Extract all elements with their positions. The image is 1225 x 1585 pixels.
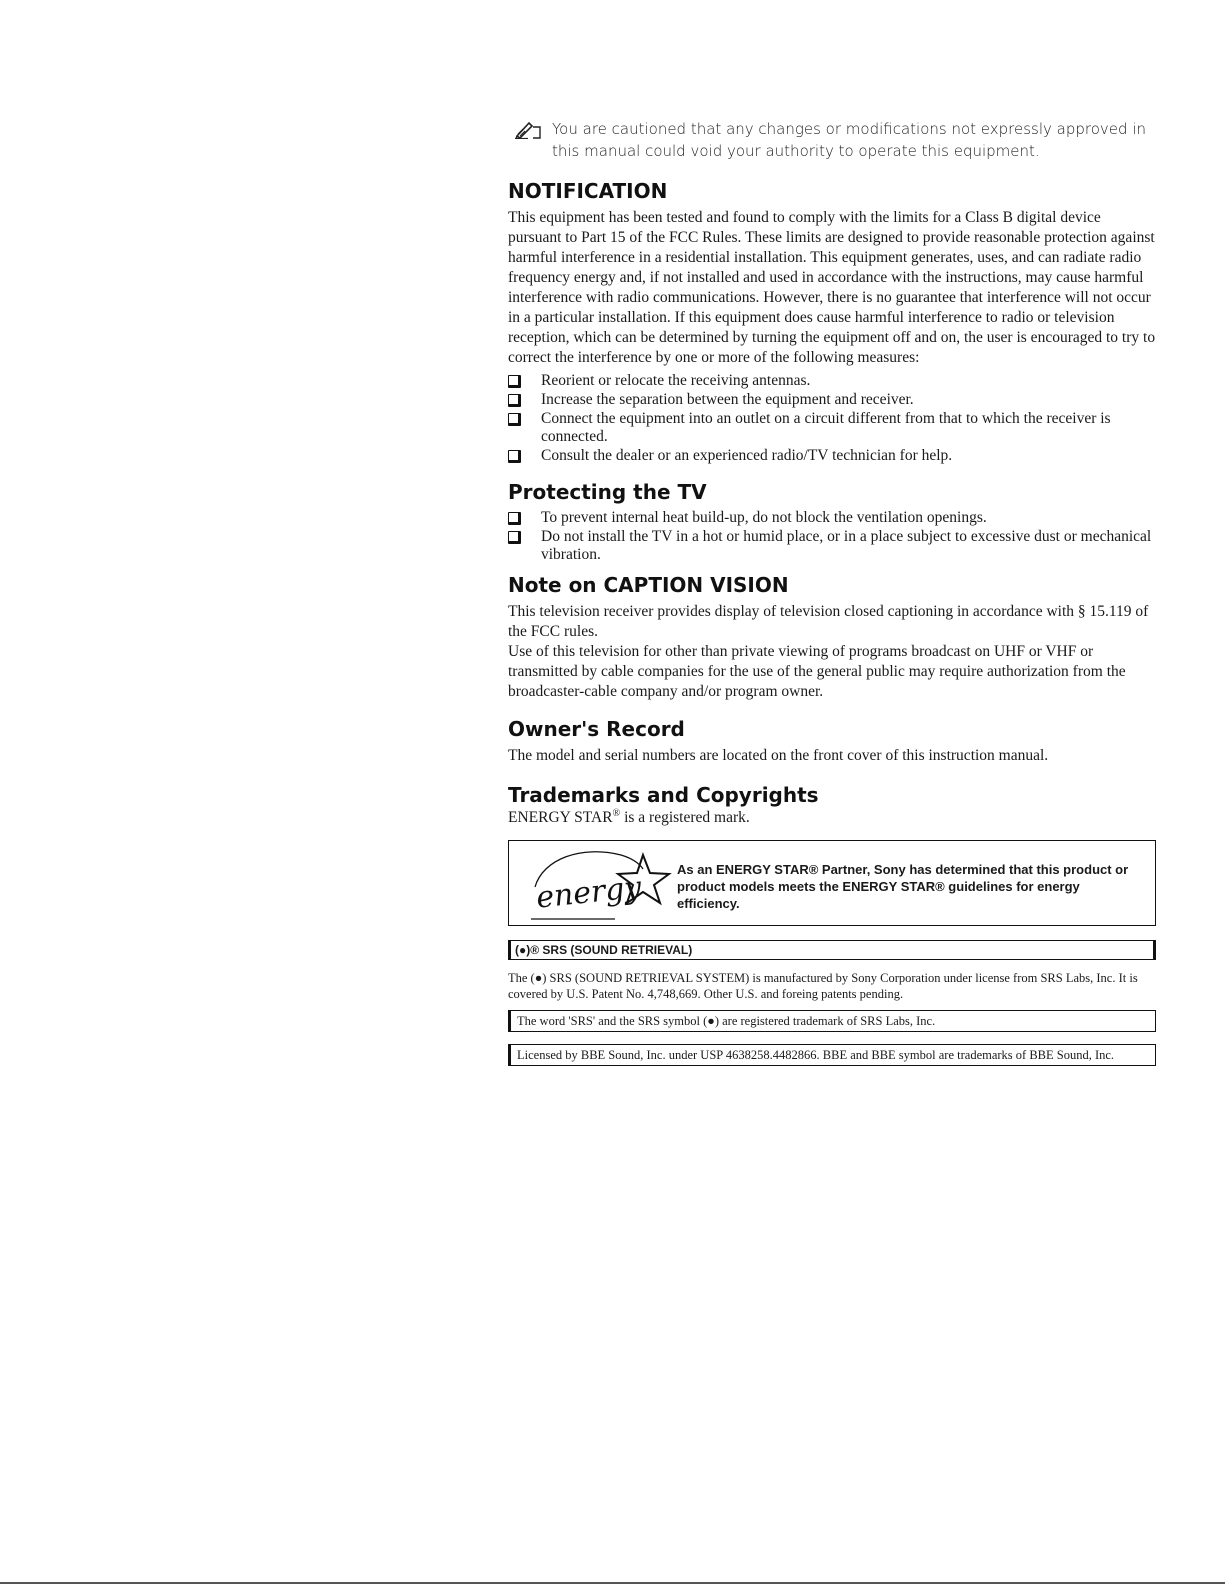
caution-note	[508, 118, 1156, 162]
owners-record-heading: Owner's Record	[508, 717, 685, 741]
document-column	[508, 118, 1156, 1066]
list-item: Connect the equipment into an outlet on a circuit different from that to which the receiver is connected.	[508, 410, 1156, 446]
protecting-heading: Protecting the TV	[508, 480, 707, 504]
checkbox-bullet-icon	[508, 531, 521, 544]
checkbox-bullet-icon	[508, 394, 521, 407]
energy-logo-wordmark: energy	[534, 869, 643, 916]
caption-vision-para1: This television receiver provides display of television closed captioning in accordance with § 15.119 of the FCC rules.	[508, 603, 1149, 640]
page-bottom-rule	[0, 1582, 1225, 1584]
energy-star-line: ENERGY STAR® is a registered mark.	[508, 807, 750, 826]
energy-star-text: As an ENERGY STAR® Partner, Sony has determined that this product or product models meets the ENERGY STAR® guidelines for energy efficiency.	[677, 862, 1129, 911]
protecting-list	[508, 509, 1156, 564]
list-item: Increase the separation between the equipment and receiver.	[508, 391, 1156, 409]
list-item: Do not install the TV in a hot or humid place, or in a place subject to excessive dust or mechanical vibration.	[508, 528, 1156, 564]
srs-title-bar: (●)® SRS (SOUND RETRIEVAL)	[508, 940, 1156, 960]
list-item: Reorient or relocate the receiving antennas.	[508, 372, 1156, 390]
trademarks-heading: Trademarks and Copyrights	[508, 783, 819, 807]
owners-record-body: The model and serial numbers are located on the front cover of this instruction manual.	[508, 747, 1049, 764]
srs-body: The (●) SRS (SOUND RETRIEVAL SYSTEM) is manufactured by Sony Corporation under license from SRS Labs, Inc. It is covered by U.S. Patent No. 4,748,669. Other U.S. and foreing patents pending.	[508, 971, 1138, 1001]
checkbox-bullet-icon	[508, 375, 521, 388]
srs-trademark-box: The word 'SRS' and the SRS symbol (●) are registered trademark of SRS Labs, Inc.	[508, 1010, 1156, 1032]
caption-vision-para2: Use of this television for other than private viewing of programs broadcast on UHF or VHF or transmitted by cable companies for the use of the general public may require authorization from the broadcaster-cable company and/or program owner.	[508, 643, 1126, 700]
checkbox-bullet-icon	[508, 450, 521, 463]
note-pencil-icon	[514, 119, 542, 139]
measures-list	[508, 372, 1156, 465]
energy-star-logo-icon	[523, 843, 673, 923]
list-item: To prevent internal heat build-up, do not block the ventilation openings.	[508, 509, 1156, 527]
caption-vision-heading: Note on CAPTION VISION	[508, 573, 789, 597]
notification-heading: NOTIFICATION	[508, 179, 668, 203]
checkbox-bullet-icon	[508, 512, 521, 525]
list-item: Consult the dealer or an experienced radio/TV technician for help.	[508, 447, 1156, 465]
bbe-license-box: Licensed by BBE Sound, Inc. under USP 4638258.4482866. BBE and BBE symbol are trademarks of BBE Sound, Inc.	[508, 1044, 1156, 1066]
energy-star-box	[508, 840, 1156, 926]
notification-body: This equipment has been tested and found to comply with the limits for a Class B digital device pursuant to Part 15 of the FCC Rules. These limits are designed to provide reasonable protection against harmful interference in a residential installation. This equipment generates, uses, and can radiate radio frequency energy and, if not installed and used in accordance with the instructions, may cause harmful interference with radio communications. However, there is no guarantee that interference will not occur in a particular installation. If this equipment does cause harmful interference to radio or television reception, which can be determined by turning the equipment off and on, the user is encouraged to try to correct the interference by one or more of the following measures:	[508, 209, 1156, 366]
caution-note-text: You are cautioned that any changes or modifications not expressly approved in this manual could void your authority to operate this equipment.	[552, 120, 1147, 160]
checkbox-bullet-icon	[508, 413, 521, 426]
